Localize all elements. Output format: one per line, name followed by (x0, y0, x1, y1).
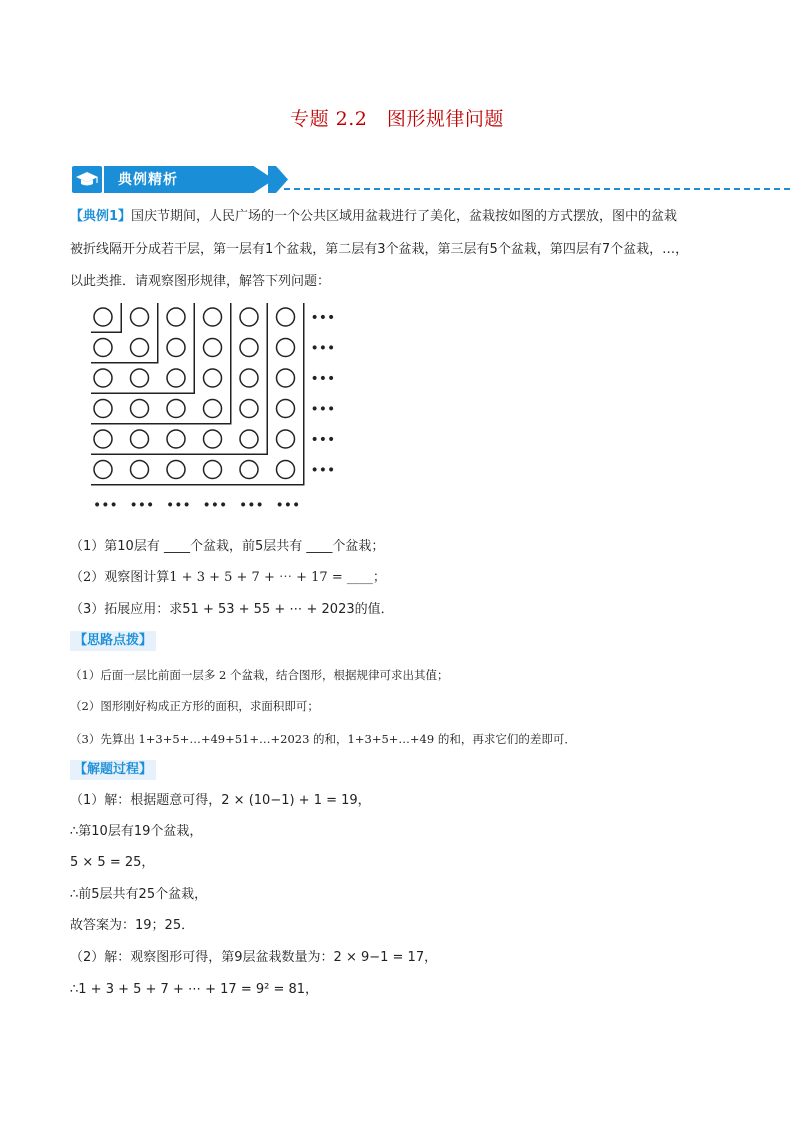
pot-circle (277, 308, 295, 326)
pot-circle (240, 308, 258, 326)
pot-circle (240, 430, 258, 448)
pot-circle (167, 461, 185, 479)
pot-circle (94, 308, 112, 326)
pot-circle (167, 339, 185, 357)
solution-line-7: ∴1 + 3 + 5 + 7 + ⋯ + 17 = 9² = 81， (70, 982, 319, 997)
solution-line-5: 故答案为：19；25． (70, 918, 195, 933)
continuation-dots: ••• (310, 340, 336, 357)
pot-circle (131, 339, 149, 357)
page-title: 专题 2.2 图形规律问题 (290, 108, 504, 130)
pot-circle (131, 400, 149, 418)
continuation-dots: ••• (310, 371, 336, 387)
pot-circle (167, 400, 185, 418)
pot-plant-figure (88, 300, 348, 520)
pot-circle (240, 369, 258, 387)
pot-circle (94, 430, 112, 448)
pot-circle (240, 400, 258, 418)
solution-line-3: 5 × 5 = 25， (70, 855, 155, 870)
pot-circle (94, 369, 112, 387)
continuation-dots: ••• (310, 401, 336, 418)
pot-circle (240, 461, 258, 479)
solution-line-4: ∴前5层共有25个盆栽， (70, 887, 208, 902)
continuation-dots: ••• (202, 497, 228, 514)
pot-circle (167, 308, 185, 326)
pot-circle (240, 339, 258, 357)
section-banner (72, 166, 722, 194)
hint-label: 【思路点拨】 (70, 631, 156, 651)
continuation-dots: ••• (129, 497, 155, 514)
layer-separator (91, 303, 194, 393)
pot-circle (204, 461, 222, 479)
pot-circle (131, 430, 149, 448)
pot-circle (204, 400, 222, 418)
solution-line-6: （2）解：观察图形可得，第9层盆栽数量为：2 × 9−1 = 17， (70, 950, 438, 965)
graduation-cap-icon (72, 166, 102, 193)
banner-label: 典例精析 (118, 172, 178, 188)
continuation-dots: ••• (93, 497, 118, 514)
continuation-dots: ••• (310, 432, 336, 448)
continuation-dots: ••• (166, 497, 191, 514)
pot-circle (204, 430, 222, 448)
pot-circle (204, 369, 222, 387)
pot-circle (167, 430, 185, 448)
pot-circle (277, 339, 295, 357)
continuation-dots: ••• (310, 462, 336, 479)
pot-circle (131, 461, 149, 479)
pot-circle (277, 430, 295, 448)
pot-circle (204, 308, 222, 326)
hint-3: （3）先算出 1+3+5+…+49+51+…+2023 的和，1+3+5+…+49 的和，再求它们的差即可． (70, 732, 576, 746)
question-2: （2）观察图计算1 + 3 + 5 + 7 + ⋯ + 17 = ____； (70, 570, 386, 585)
example-line-1: 【典例1】国庆节期间，人民广场的一个公共区域用盆栽进行了美化，盆栽按如图的方式摆放，图中的盆栽 (70, 209, 678, 224)
pot-circle (94, 400, 112, 418)
example-line-2: 被折线隔开分成若干层，第一层有1个盆栽，第二层有3个盆栽，第三层有5个盆栽，第四层有7个盆栽，…， (70, 242, 689, 257)
pot-circle (204, 339, 222, 357)
pot-circle (131, 369, 149, 387)
pot-circle (167, 369, 185, 387)
solution-line-1: （1）解：根据题意可得，2 × (10−1) + 1 = 19， (70, 793, 371, 808)
hint-1: （1）后面一层比前面一层多 2 个盆栽，结合图形，根据规律可求出其值； (70, 668, 449, 682)
pot-circle (94, 461, 112, 479)
continuation-dots: ••• (275, 497, 301, 514)
layer-separator (91, 303, 121, 332)
solution-label: 【解题过程】 (70, 760, 156, 780)
pot-circle (277, 400, 295, 418)
example-line-3: 以此类推．请观察图形规律，解答下列问题： (70, 274, 331, 289)
question-3: （3）拓展应用：求51 + 53 + 55 + ⋯ + 2023的值． (70, 602, 394, 617)
question-1: （1）第10层有 ____个盆栽，前5层共有 ____个盆栽； (70, 539, 385, 554)
continuation-dots: ••• (310, 310, 336, 326)
pot-circle (94, 339, 112, 357)
dashed-divider (284, 188, 790, 190)
solution-line-2: ∴第10层有19个盆栽， (70, 824, 203, 839)
pot-circle (277, 461, 295, 479)
example-tag: 【典例1】 (70, 209, 132, 224)
continuation-dots: ••• (239, 497, 264, 514)
pot-circle (277, 369, 295, 387)
pot-circle (131, 308, 149, 326)
hint-2: （2）图形刚好构成正方形的面积，求面积即可； (70, 699, 319, 713)
